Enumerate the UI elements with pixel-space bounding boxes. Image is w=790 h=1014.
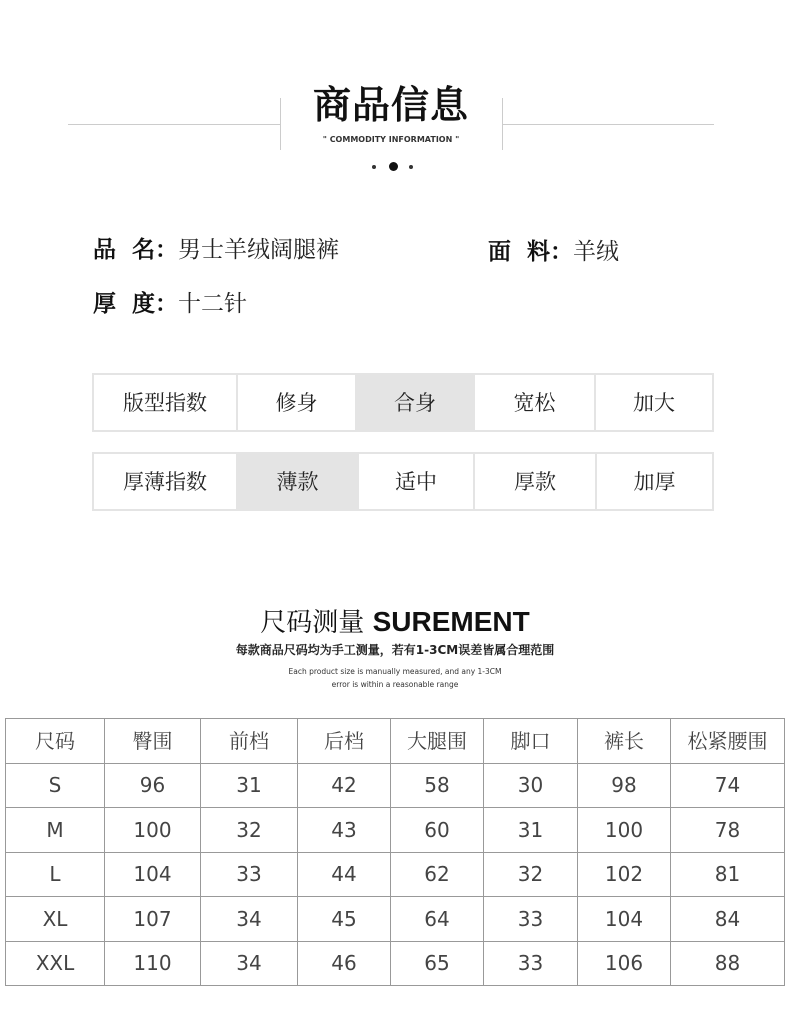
column-header: 脚口 [484, 719, 578, 764]
table-cell: 45 [298, 897, 391, 942]
thickness-option: 适中 [358, 453, 474, 510]
table-cell: L [6, 852, 105, 897]
table-cell: 100 [105, 808, 201, 853]
fit-option: 修身 [237, 374, 356, 431]
column-header: 前档 [201, 719, 298, 764]
table-cell: 46 [298, 941, 391, 986]
column-header: 后档 [298, 719, 391, 764]
product-name [93, 236, 339, 264]
thickness-option: 厚款 [474, 453, 596, 510]
column-header: 尺码 [6, 719, 105, 764]
table-cell: 34 [201, 897, 298, 942]
table-cell: 32 [484, 852, 578, 897]
dot-icon [372, 165, 376, 169]
column-header: 大腿围 [391, 719, 484, 764]
table-cell: 107 [105, 897, 201, 942]
table-cell: 34 [201, 941, 298, 986]
thickness-option-selected: 薄款 [237, 453, 358, 510]
table-cell: XL [6, 897, 105, 942]
thickness-index-label: 厚薄指数 [93, 453, 237, 510]
table-cell: 33 [201, 852, 298, 897]
table-row [6, 852, 785, 897]
size-table [5, 718, 785, 986]
size-note-en-1: Each product size is manually measured, and any 1-3CM [288, 667, 502, 676]
thickness [93, 290, 247, 318]
table-cell: 104 [105, 852, 201, 897]
table-cell: 110 [105, 941, 201, 986]
table-cell: 30 [484, 763, 578, 808]
table-cell: 104 [578, 897, 671, 942]
table-cell: 31 [201, 763, 298, 808]
size-title-cn: 尺码测量 [260, 608, 365, 638]
table-row [6, 763, 785, 808]
table-cell: 64 [391, 897, 484, 942]
table-row [6, 897, 785, 942]
thickness-label: 厚 度： [93, 291, 179, 317]
size-title-en: SUREMENT [372, 606, 530, 637]
table-cell: 102 [578, 852, 671, 897]
table-cell: 31 [484, 808, 578, 853]
table-cell: 106 [578, 941, 671, 986]
table-cell: 78 [671, 808, 785, 853]
table-cell: 44 [298, 852, 391, 897]
fit-index-label: 版型指数 [93, 374, 237, 431]
table-cell: M [6, 808, 105, 853]
table-cell: 100 [578, 808, 671, 853]
table-cell: 62 [391, 852, 484, 897]
table-cell: 58 [391, 763, 484, 808]
thickness-value: 十二针 [178, 291, 248, 317]
name-label: 品 名： [93, 237, 179, 263]
section-subtitle: " COMMODITY INFORMATION " [322, 135, 460, 144]
thickness-index-table [92, 452, 714, 511]
table-cell: 65 [391, 941, 484, 986]
table-cell: XXL [6, 941, 105, 986]
column-header: 松紧腰围 [671, 719, 785, 764]
fit-option: 宽松 [474, 374, 595, 431]
dot-icon [409, 165, 413, 169]
table-cell: 84 [671, 897, 785, 942]
size-title [0, 606, 790, 638]
fit-option-selected: 合身 [356, 374, 474, 431]
table-cell: 74 [671, 763, 785, 808]
fabric-label: 面 料： [488, 239, 574, 265]
column-header: 臀围 [105, 719, 201, 764]
table-cell: 96 [105, 763, 201, 808]
table-cell: 98 [578, 763, 671, 808]
fabric-value: 羊绒 [573, 239, 620, 265]
header-divider-right [502, 98, 503, 150]
table-cell: S [6, 763, 105, 808]
table-cell: 88 [671, 941, 785, 986]
header-line-left [68, 124, 280, 125]
header-line-right [502, 124, 714, 125]
table-cell: 32 [201, 808, 298, 853]
table-cell: 33 [484, 897, 578, 942]
table-cell: 60 [391, 808, 484, 853]
table-row [6, 808, 785, 853]
dot-active-icon [389, 162, 398, 171]
name-value: 男士羊绒阔腿裤 [178, 237, 340, 263]
table-cell: 33 [484, 941, 578, 986]
thickness-option: 加厚 [596, 453, 713, 510]
fit-option: 加大 [595, 374, 713, 431]
column-header: 裤长 [578, 719, 671, 764]
section-title: 商品信息 [312, 83, 469, 127]
fabric [488, 238, 619, 266]
size-note-cn: 每款商品尺码均为手工测量，若有1-3CM误差皆属合理范围 [235, 643, 555, 657]
table-cell: 43 [298, 808, 391, 853]
table-cell: 42 [298, 763, 391, 808]
size-note-en-2: error is within a reasonable range [331, 680, 459, 689]
fit-index-table [92, 373, 714, 432]
table-cell: 81 [671, 852, 785, 897]
table-row [6, 941, 785, 986]
table-header-row [6, 719, 785, 764]
